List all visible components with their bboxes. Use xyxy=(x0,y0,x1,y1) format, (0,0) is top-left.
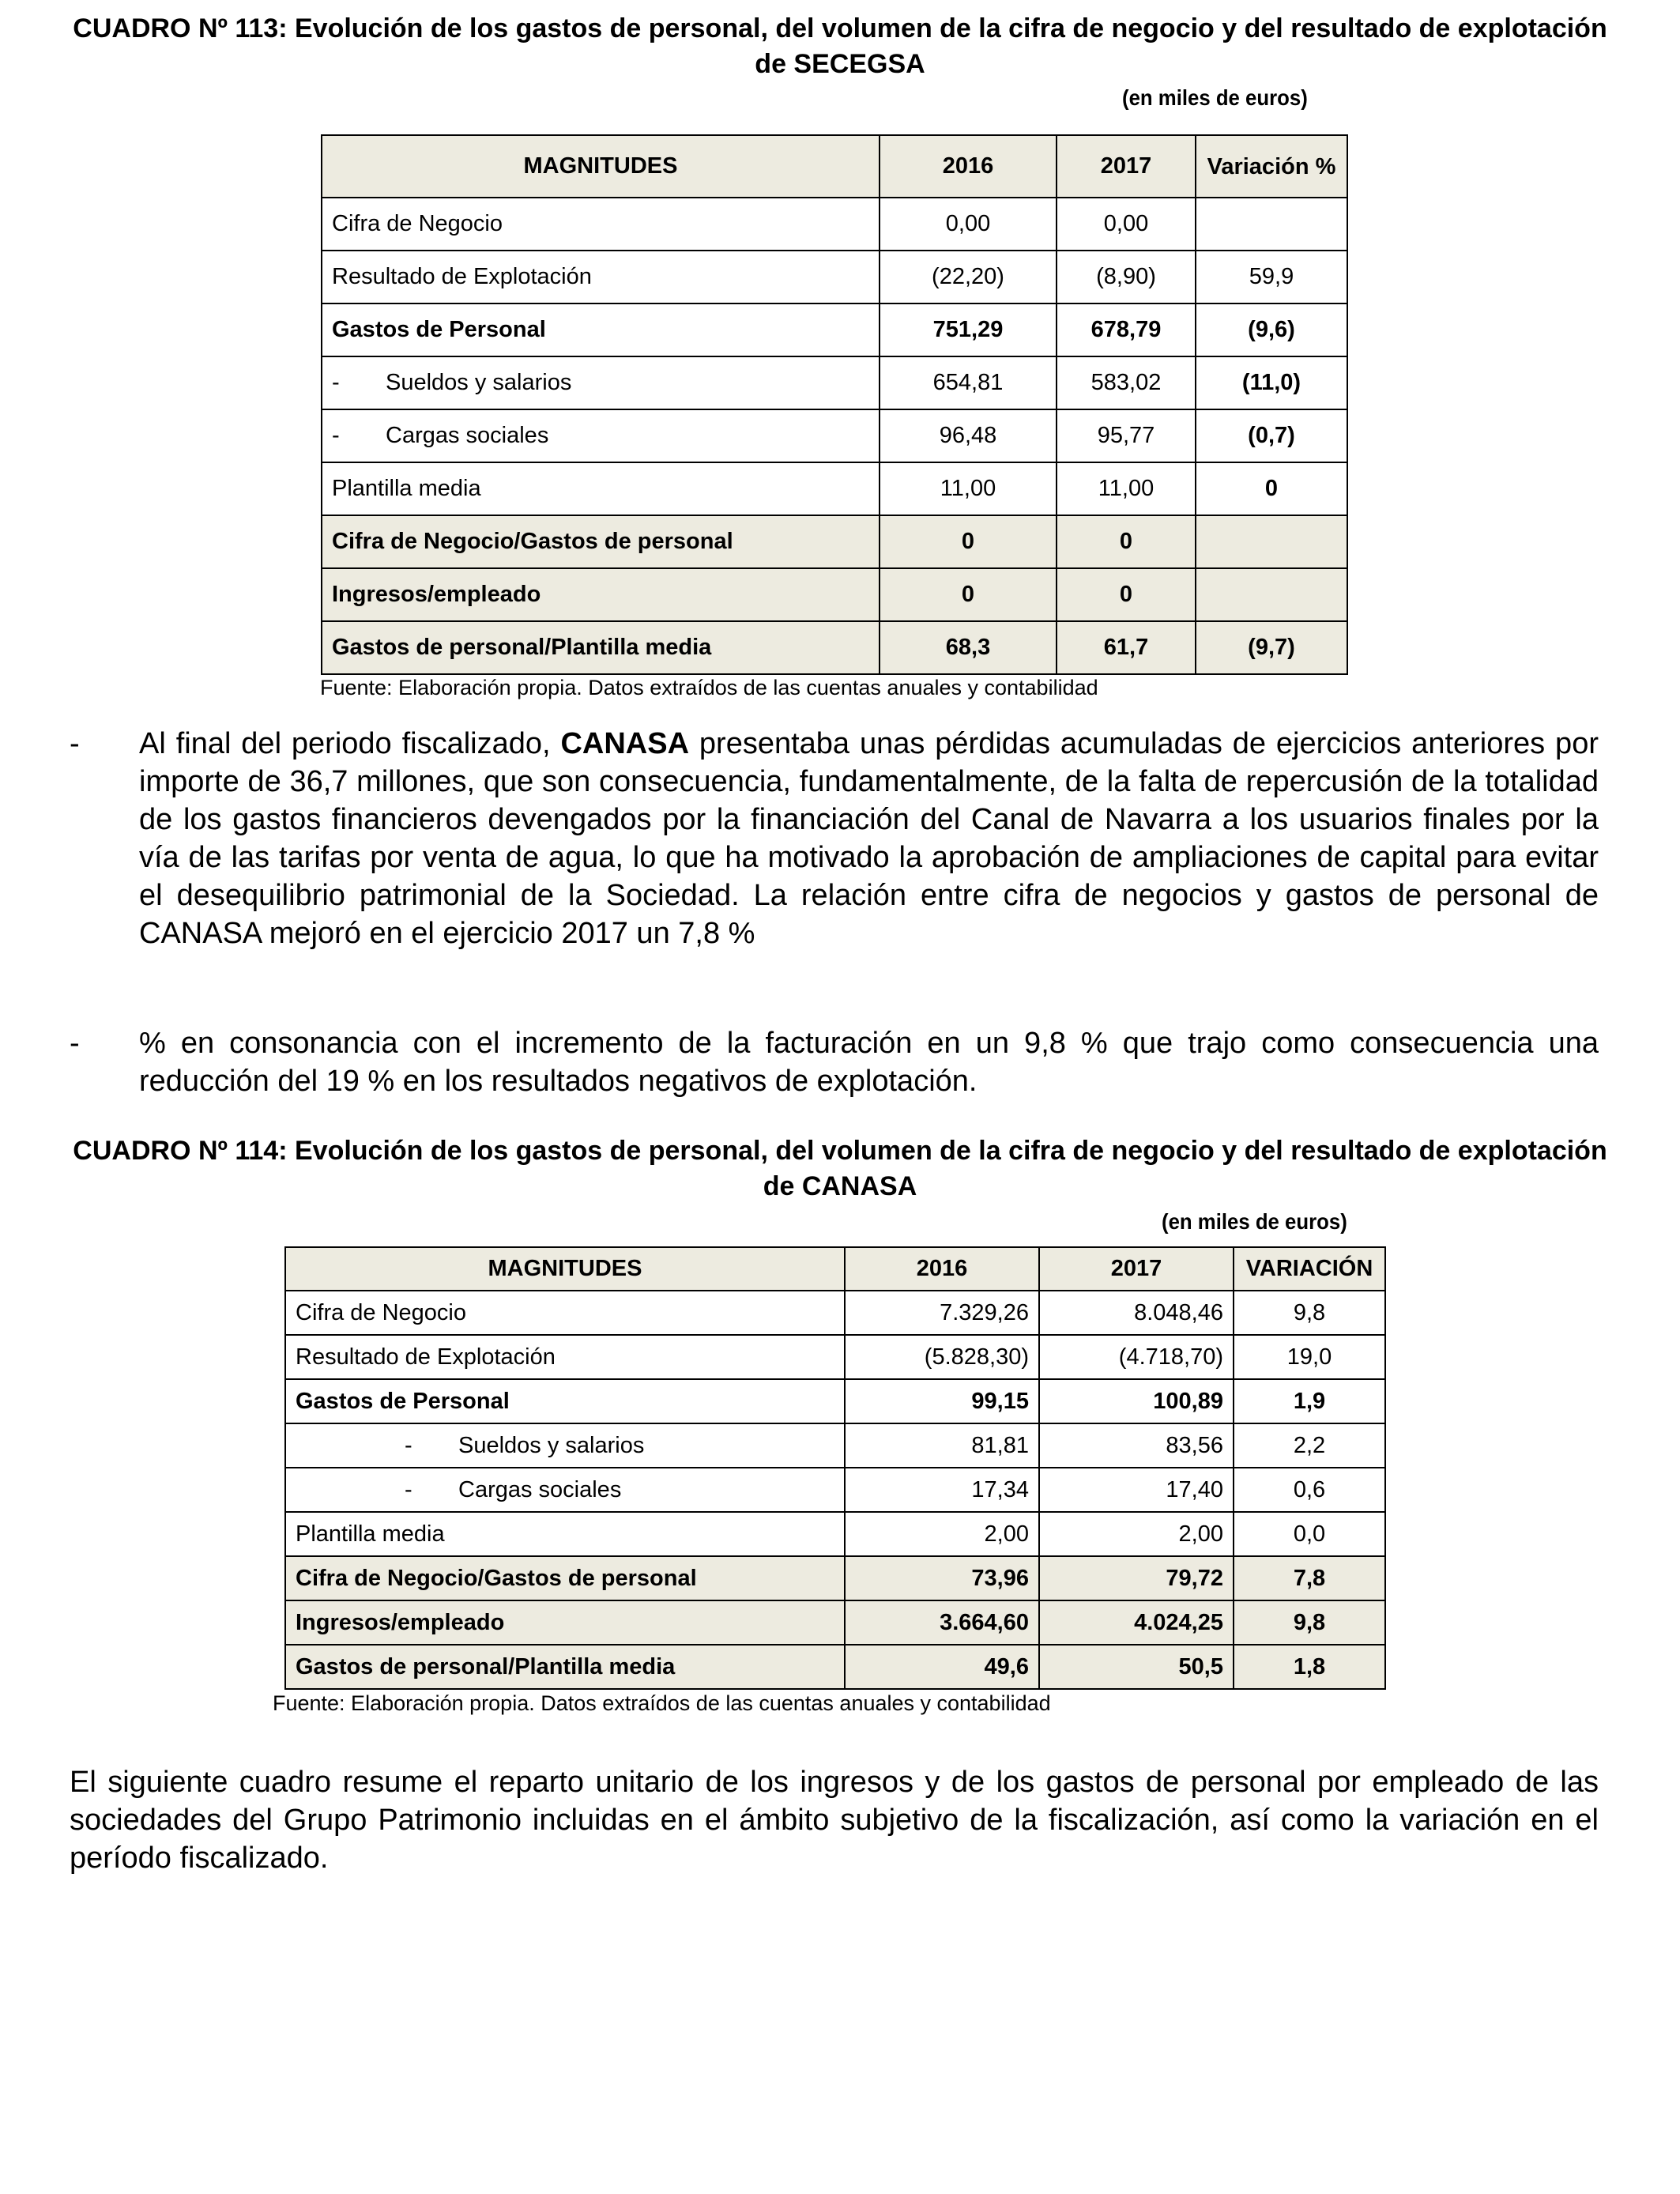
row-var: 7,8 xyxy=(1234,1556,1385,1600)
row-2017: 8.048,46 xyxy=(1039,1291,1234,1335)
row-2016: 0 xyxy=(880,568,1057,621)
table114-title: CUADRO Nº 114: Evolución de los gastos de personal, del volumen de la cifra de negocio y del resultado de explotación de CANASA xyxy=(73,1136,1607,1201)
table-row xyxy=(285,1556,1385,1600)
row-2016: 68,3 xyxy=(880,621,1057,674)
row-dash: - xyxy=(405,1476,412,1502)
table-row xyxy=(285,1600,1385,1645)
table114 xyxy=(284,1246,1386,1690)
table114-header-magnitudes: MAGNITUDES xyxy=(285,1247,845,1291)
row-label: Cifra de Negocio/Gastos de personal xyxy=(322,515,880,568)
row-var: 0,6 xyxy=(1234,1468,1385,1512)
row-label: Cargas sociales xyxy=(386,423,549,448)
table114-header-2016: 2016 xyxy=(845,1247,1039,1291)
row-2016: (22,20) xyxy=(880,251,1057,303)
row-label: Cifra de Negocio xyxy=(322,198,880,251)
row-label-cell xyxy=(285,1468,845,1512)
row-2016: 96,48 xyxy=(880,409,1057,462)
row-dash: - xyxy=(405,1432,412,1458)
row-label: Resultado de Explotación xyxy=(322,251,880,303)
row-label: Sueldos y salarios xyxy=(458,1432,645,1458)
row-var: 59,9 xyxy=(1196,251,1347,303)
table114-source: Fuente: Elaboración propia. Datos extraídos de las cuentas anuales y contabilidad xyxy=(273,1691,1051,1715)
row-var: (9,6) xyxy=(1196,303,1347,356)
bullet-text-pre: Al final del periodo fiscalizado, xyxy=(139,727,561,760)
row-label: Resultado de Explotación xyxy=(285,1335,845,1379)
row-label: Cifra de Negocio xyxy=(285,1291,845,1335)
table-row xyxy=(322,198,1347,251)
table-row xyxy=(322,251,1347,303)
row-var: 0 xyxy=(1196,462,1347,515)
row-var: 19,0 xyxy=(1234,1335,1385,1379)
row-2017: 4.024,25 xyxy=(1039,1600,1234,1645)
table-row xyxy=(285,1468,1385,1512)
row-2017: 11,00 xyxy=(1057,462,1196,515)
row-2016: 654,81 xyxy=(880,356,1057,409)
row-label: Gastos de Personal xyxy=(285,1379,845,1423)
table-row xyxy=(285,1512,1385,1556)
table-row xyxy=(285,1423,1385,1468)
table-row xyxy=(322,356,1347,409)
table114-units: (en miles de euros) xyxy=(1162,1209,1347,1234)
row-label: Gastos de personal/Plantilla media xyxy=(285,1645,845,1689)
row-2016: 2,00 xyxy=(845,1512,1039,1556)
table113-units: (en miles de euros) xyxy=(1122,85,1308,110)
row-2017: 0,00 xyxy=(1057,198,1196,251)
table-row xyxy=(285,1291,1385,1335)
row-var xyxy=(1196,198,1347,251)
row-2017: 79,72 xyxy=(1039,1556,1234,1600)
bullet-canasa-losses xyxy=(70,725,1599,952)
bullet-dash: - xyxy=(70,727,80,760)
row-2016: 0,00 xyxy=(880,198,1057,251)
row-dash: - xyxy=(332,370,340,395)
table113-source: Fuente: Elaboración propia. Datos extraídos de las cuentas anuales y contabilidad xyxy=(320,676,1098,699)
row-var: (9,7) xyxy=(1196,621,1347,674)
table113-header-2016: 2016 xyxy=(880,135,1057,198)
row-2016: 11,00 xyxy=(880,462,1057,515)
row-label: Plantilla media xyxy=(322,462,880,515)
table113-header-magnitudes: MAGNITUDES xyxy=(322,135,880,198)
bullet-text: % en consonancia con el incremento de la facturación en un 9,8 % que trajo como consecuencia una reducción del 19 % en los resultados negativos de explotación. xyxy=(139,1027,1599,1098)
row-label: Ingresos/empleado xyxy=(322,568,880,621)
bullet-dash: - xyxy=(70,1027,80,1060)
table113-header-2017: 2017 xyxy=(1057,135,1196,198)
table-row xyxy=(322,568,1347,621)
row-var: 1,8 xyxy=(1234,1645,1385,1689)
table-row xyxy=(285,1335,1385,1379)
row-label-cell xyxy=(322,409,880,462)
row-label: Gastos de personal/Plantilla media xyxy=(322,621,880,674)
table113-header-variacion-text: Variación % xyxy=(1207,153,1336,179)
row-label: Sueldos y salarios xyxy=(386,370,572,395)
bullet-text-post: presentaba unas pérdidas acumuladas de ejercicios anteriores por importe de 36,7 millones, que son consecuencia, fundamentalmente, de la falta de repercusión de la totalidad de los gastos financieros devengados por la financiación del Canal de Navarra a los usuarios finales por la vía de las tarifas por venta de agua, lo que ha motivado la aprobación de ampliaciones de capital para evitar el desequilibrio patrimonial de la Sociedad. La relación entre cifra de negocios y gastos de personal de CANASA mejoró en el ejercicio 2017 un 7,8 % xyxy=(139,727,1599,950)
row-2017: 678,79 xyxy=(1057,303,1196,356)
row-label: Cifra de Negocio/Gastos de personal xyxy=(285,1556,845,1600)
row-2017: 83,56 xyxy=(1039,1423,1234,1468)
row-var: 9,8 xyxy=(1234,1600,1385,1645)
row-label: Ingresos/empleado xyxy=(285,1600,845,1645)
row-2017: (4.718,70) xyxy=(1039,1335,1234,1379)
row-2017: 2,00 xyxy=(1039,1512,1234,1556)
row-dash: - xyxy=(332,423,340,448)
closing-paragraph: El siguiente cuadro resume el reparto unitario de los ingresos y de los gastos de personal por empleado de las sociedades del Grupo Patrimonio incluidas en el ámbito subjetivo de la fiscalización, así como la variación en el período fiscalizado. xyxy=(70,1766,1599,1875)
row-label: Cargas sociales xyxy=(458,1476,622,1502)
row-var: 2,2 xyxy=(1234,1423,1385,1468)
row-var: 0,0 xyxy=(1234,1512,1385,1556)
row-2017: 583,02 xyxy=(1057,356,1196,409)
row-var xyxy=(1196,568,1347,621)
table-row xyxy=(322,409,1347,462)
row-2016: 0 xyxy=(880,515,1057,568)
row-var: (11,0) xyxy=(1196,356,1347,409)
row-2016: 49,6 xyxy=(845,1645,1039,1689)
row-var: (0,7) xyxy=(1196,409,1347,462)
row-2017: 95,77 xyxy=(1057,409,1196,462)
table-row xyxy=(322,621,1347,674)
row-var: 9,8 xyxy=(1234,1291,1385,1335)
row-2017: 0 xyxy=(1057,568,1196,621)
table113-header-variacion xyxy=(1196,135,1347,198)
row-2017: 61,7 xyxy=(1057,621,1196,674)
row-label-cell xyxy=(285,1423,845,1468)
row-2016: (5.828,30) xyxy=(845,1335,1039,1379)
row-label: Plantilla media xyxy=(285,1512,845,1556)
table114-header-variacion: VARIACIÓN xyxy=(1234,1247,1385,1291)
table113 xyxy=(321,134,1348,675)
row-2016: 3.664,60 xyxy=(845,1600,1039,1645)
row-2016: 751,29 xyxy=(880,303,1057,356)
row-2016: 81,81 xyxy=(845,1423,1039,1468)
row-var: 1,9 xyxy=(1234,1379,1385,1423)
table-row xyxy=(285,1379,1385,1423)
row-2016: 17,34 xyxy=(845,1468,1039,1512)
table-row xyxy=(285,1645,1385,1689)
row-label-cell xyxy=(322,356,880,409)
table-row xyxy=(322,303,1347,356)
row-2016: 73,96 xyxy=(845,1556,1039,1600)
row-2016: 7.329,26 xyxy=(845,1291,1039,1335)
row-2017: 50,5 xyxy=(1039,1645,1234,1689)
row-2017: 0 xyxy=(1057,515,1196,568)
row-var xyxy=(1196,515,1347,568)
row-2017: (8,90) xyxy=(1057,251,1196,303)
table-row xyxy=(322,462,1347,515)
row-2017: 17,40 xyxy=(1039,1468,1234,1512)
bullet-facturacion xyxy=(70,1024,1599,1100)
row-2016: 99,15 xyxy=(845,1379,1039,1423)
table-row xyxy=(322,515,1347,568)
bullet-text xyxy=(139,725,1599,952)
table114-header-2017: 2017 xyxy=(1039,1247,1234,1291)
row-2017: 100,89 xyxy=(1039,1379,1234,1423)
row-label: Gastos de Personal xyxy=(322,303,880,356)
bullet-text-bold: CANASA xyxy=(560,727,690,760)
table113-title: CUADRO Nº 113: Evolución de los gastos de personal, del volumen de la cifra de negocio y del resultado de explotación de SECEGSA xyxy=(73,13,1607,79)
